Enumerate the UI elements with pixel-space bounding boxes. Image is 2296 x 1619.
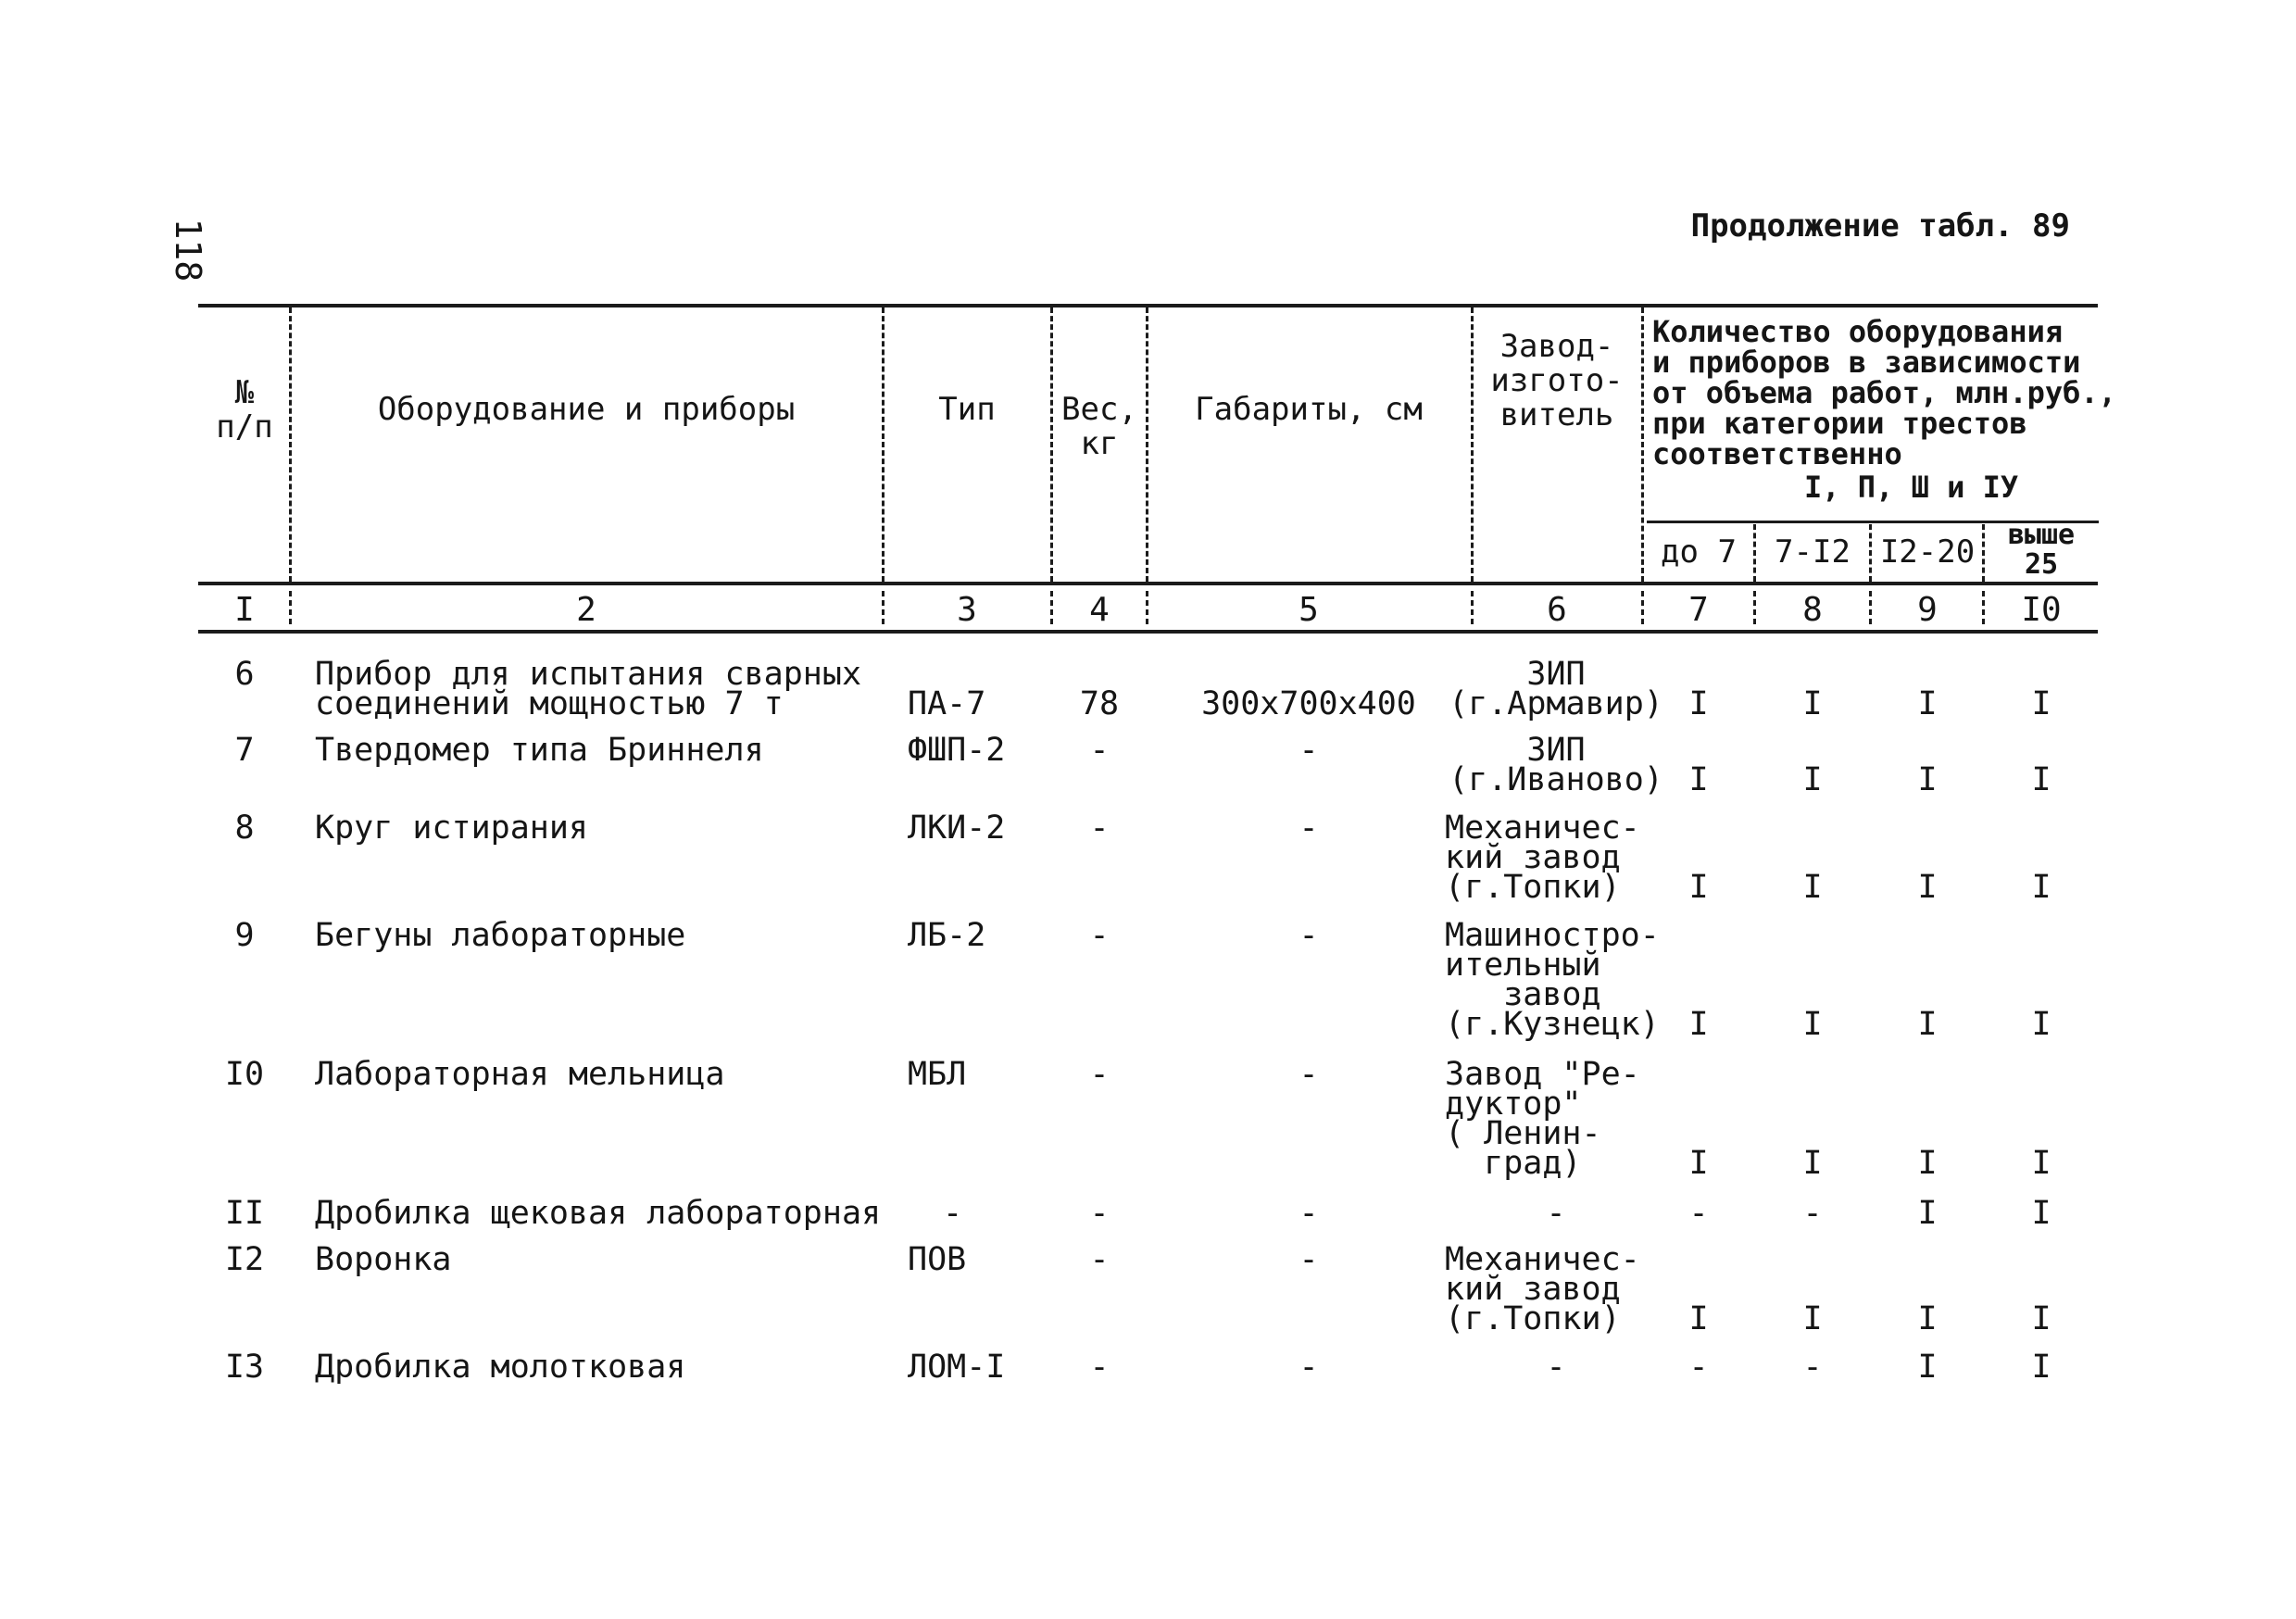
row-equipment-name: Дробилка щековая лабораторная: [315, 1195, 882, 1232]
row-qty-1: I: [1688, 1006, 1709, 1043]
row-qty-4: I: [2031, 685, 2051, 722]
column-number-divider: [1982, 591, 1985, 624]
header-range-1: до 7: [1661, 533, 1737, 571]
header-divider: [882, 307, 885, 582]
header-divider: [1050, 307, 1053, 582]
row-type: МБЛ: [908, 1056, 967, 1093]
subheader-divider: [1982, 524, 1985, 582]
row-dimensions: -: [1299, 917, 1319, 954]
row-dimensions: -: [1299, 1241, 1319, 1278]
row-qty-4: I: [2031, 1349, 2051, 1386]
row-qty-3: I: [1917, 1195, 1938, 1232]
row-manufacturer: Завод "Ре- дуктор" ( Ленин- град): [1445, 1056, 1640, 1182]
column-number: I0: [2021, 591, 2062, 629]
row-dimensions: 300x700x400: [1201, 685, 1416, 722]
row-qty-2: I: [1802, 761, 1823, 798]
row-qty-1: -: [1688, 1349, 1709, 1386]
row-equipment-name: Лабораторная мельница: [315, 1056, 725, 1093]
column-number-divider: [289, 591, 292, 624]
row-number: I0: [224, 1056, 265, 1093]
header-number: № п/п: [216, 374, 273, 446]
row-number: 7: [234, 732, 255, 769]
row-type: ЛКИ-2: [908, 810, 1006, 847]
column-number: 9: [1917, 591, 1938, 629]
header-range-4: выше 25: [2007, 519, 2076, 581]
row-number: I2: [224, 1241, 265, 1278]
row-weight: -: [1089, 1056, 1110, 1093]
header-range-3: I2-20: [1879, 533, 1976, 571]
header-categories: I, П, Ш и IУ: [1804, 470, 2019, 505]
header-divider: [289, 307, 292, 582]
row-manufacturer: Машиностро- ительный завод (г.Кузнецк): [1445, 917, 1660, 1043]
row-qty-2: I: [1802, 685, 1823, 722]
subheader-divider: [1753, 524, 1756, 582]
table-continuation-label: Продолжение табл. 89: [1690, 207, 2070, 245]
column-number: 6: [1547, 591, 1567, 629]
column-number-divider: [1641, 591, 1644, 624]
page-number: 118: [168, 218, 208, 282]
column-number: 5: [1299, 591, 1319, 629]
row-number: I3: [224, 1349, 265, 1386]
row-number: 6: [234, 656, 255, 693]
row-manufacturer: ЗИП (г.Иваново): [1449, 732, 1663, 798]
row-equipment-name: Бегуны лабораторные: [315, 917, 686, 954]
subheader-divider: [1869, 524, 1872, 582]
header-bottom-rule: [198, 582, 2098, 585]
row-type: -: [943, 1195, 963, 1232]
header-divider: [1641, 307, 1644, 582]
column-number: 8: [1802, 591, 1823, 629]
header-type: Тип: [938, 391, 996, 428]
row-equipment-name: Круг истирания: [315, 810, 589, 847]
row-manufacturer: Механичес- кий завод (г.Топки): [1445, 810, 1640, 906]
header-divider: [1471, 307, 1474, 582]
header-weight: Вес, кг: [1061, 391, 1137, 462]
row-qty-3: I: [1917, 685, 1938, 722]
row-dimensions: -: [1299, 1056, 1319, 1093]
column-number-rule: [198, 630, 2098, 634]
column-number: I: [234, 591, 255, 629]
row-qty-1: I: [1688, 1300, 1709, 1337]
row-qty-1: I: [1688, 685, 1709, 722]
row-dimensions: -: [1299, 810, 1319, 847]
row-type: ЛОМ-I: [908, 1349, 1006, 1386]
row-qty-3: I: [1917, 1300, 1938, 1337]
column-number-divider: [1146, 591, 1148, 624]
row-equipment-name: Воронка: [315, 1241, 452, 1278]
row-qty-2: -: [1802, 1195, 1823, 1232]
row-dimensions: -: [1299, 1349, 1319, 1386]
row-qty-3: I: [1917, 1145, 1938, 1182]
row-qty-2: -: [1802, 1349, 1823, 1386]
row-qty-3: I: [1917, 761, 1938, 798]
row-qty-4: I: [2031, 761, 2051, 798]
row-dimensions: -: [1299, 732, 1319, 769]
column-number-divider: [882, 591, 885, 624]
row-equipment-name: Прибор для испытания сварных соединений мощностью 7 т: [315, 656, 862, 722]
row-qty-4: I: [2031, 869, 2051, 906]
row-qty-2: I: [1802, 1300, 1823, 1337]
row-weight: -: [1089, 810, 1110, 847]
row-type: ФШП-2: [908, 732, 1006, 769]
header-manufacturer: Завод- изгото- витель: [1490, 328, 1624, 433]
header-quantity: Количество оборудования и приборов в зависимости от объема работ, млн.руб., при категории трестов соответственно: [1652, 314, 2116, 471]
row-dimensions: -: [1299, 1195, 1319, 1232]
column-number-divider: [1753, 591, 1756, 624]
row-weight: 78: [1079, 685, 1120, 722]
row-manufacturer: -: [1546, 1195, 1566, 1232]
row-qty-1: I: [1688, 761, 1709, 798]
row-number: II: [224, 1195, 265, 1232]
row-weight: -: [1089, 917, 1110, 954]
header-divider: [1146, 307, 1148, 582]
column-number: 2: [576, 591, 596, 629]
row-qty-3: I: [1917, 1006, 1938, 1043]
column-number-divider: [1050, 591, 1053, 624]
row-qty-1: I: [1688, 869, 1709, 906]
row-weight: -: [1089, 732, 1110, 769]
row-qty-1: I: [1688, 1145, 1709, 1182]
row-qty-4: I: [2031, 1195, 2051, 1232]
row-weight: -: [1089, 1241, 1110, 1278]
row-type: ПОВ: [908, 1241, 967, 1278]
row-qty-4: I: [2031, 1145, 2051, 1182]
header-equipment: Оборудование и приборы: [377, 391, 796, 428]
row-weight: -: [1089, 1195, 1110, 1232]
row-type: ПА-7: [908, 685, 986, 722]
row-qty-3: I: [1917, 1349, 1938, 1386]
row-equipment-name: Твердомер типа Бриннеля: [315, 732, 764, 769]
row-equipment-name: Дробилка молотковая: [315, 1349, 686, 1386]
row-manufacturer: ЗИП (г.Армавир): [1449, 656, 1663, 722]
row-weight: -: [1089, 1349, 1110, 1386]
row-manufacturer: Механичес- кий завод (г.Топки): [1445, 1241, 1640, 1337]
column-number: 3: [957, 591, 977, 629]
row-qty-1: -: [1688, 1195, 1709, 1232]
row-qty-2: I: [1802, 1145, 1823, 1182]
row-qty-3: I: [1917, 869, 1938, 906]
row-number: 8: [234, 810, 255, 847]
row-qty-2: I: [1802, 869, 1823, 906]
row-qty-4: I: [2031, 1300, 2051, 1337]
header-dimensions: Габариты, см: [1195, 391, 1423, 428]
row-number: 9: [234, 917, 255, 954]
row-manufacturer: -: [1546, 1349, 1566, 1386]
column-number: 7: [1688, 591, 1709, 629]
column-number-divider: [1869, 591, 1872, 624]
row-qty-2: I: [1802, 1006, 1823, 1043]
header-range-2: 7-I2: [1775, 533, 1851, 571]
column-number: 4: [1089, 591, 1110, 629]
row-qty-4: I: [2031, 1006, 2051, 1043]
column-number-divider: [1471, 591, 1474, 624]
row-type: ЛБ-2: [908, 917, 986, 954]
